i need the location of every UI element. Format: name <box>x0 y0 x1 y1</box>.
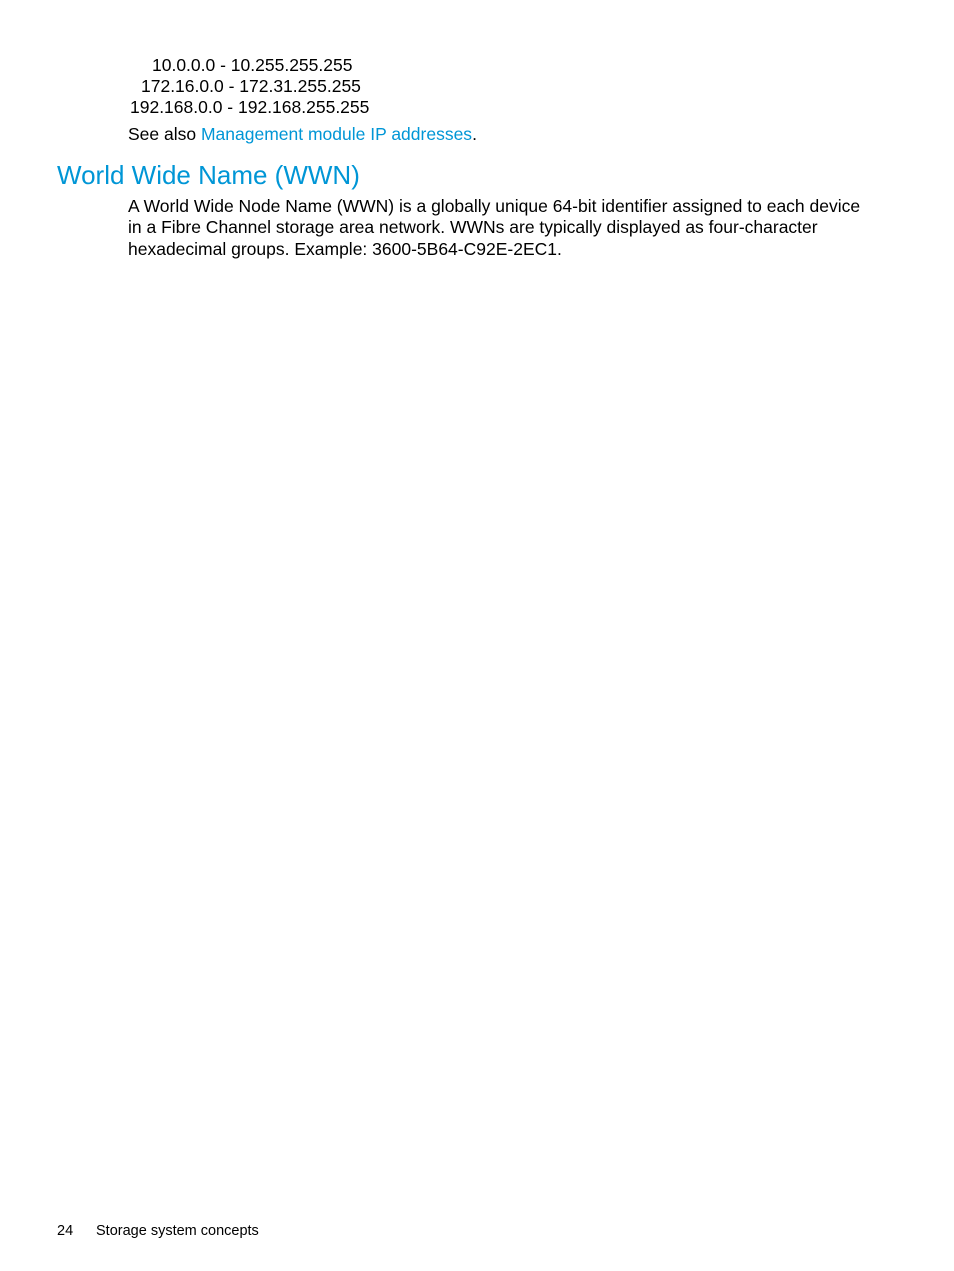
section-heading: World Wide Name (WWN) <box>57 160 360 190</box>
ip-range-line: 192.168.0.0 - 192.168.255.255 <box>130 97 370 117</box>
see-also-suffix: . <box>472 124 477 144</box>
ip-range-line: 172.16.0.0 - 172.31.255.255 <box>141 76 361 96</box>
footer-chapter-title: Storage system concepts <box>96 1223 259 1239</box>
see-also-prefix: See also <box>128 124 201 144</box>
management-module-ip-addresses-link[interactable]: Management module IP addresses <box>200 124 473 144</box>
see-also-line <box>128 123 477 145</box>
ip-range-line: 10.0.0.0 - 10.255.255.255 <box>152 55 353 75</box>
page-number: 24 <box>57 1223 74 1239</box>
section-body-paragraph: A World Wide Node Name (WWN) is a globally unique 64-bit identifier assigned to each device in a Fibre Channel storage area network. WWNs are typically displayed as four-character hexadecimal groups. Example: 3600-5B64-C92E-2EC1. <box>128 196 861 259</box>
